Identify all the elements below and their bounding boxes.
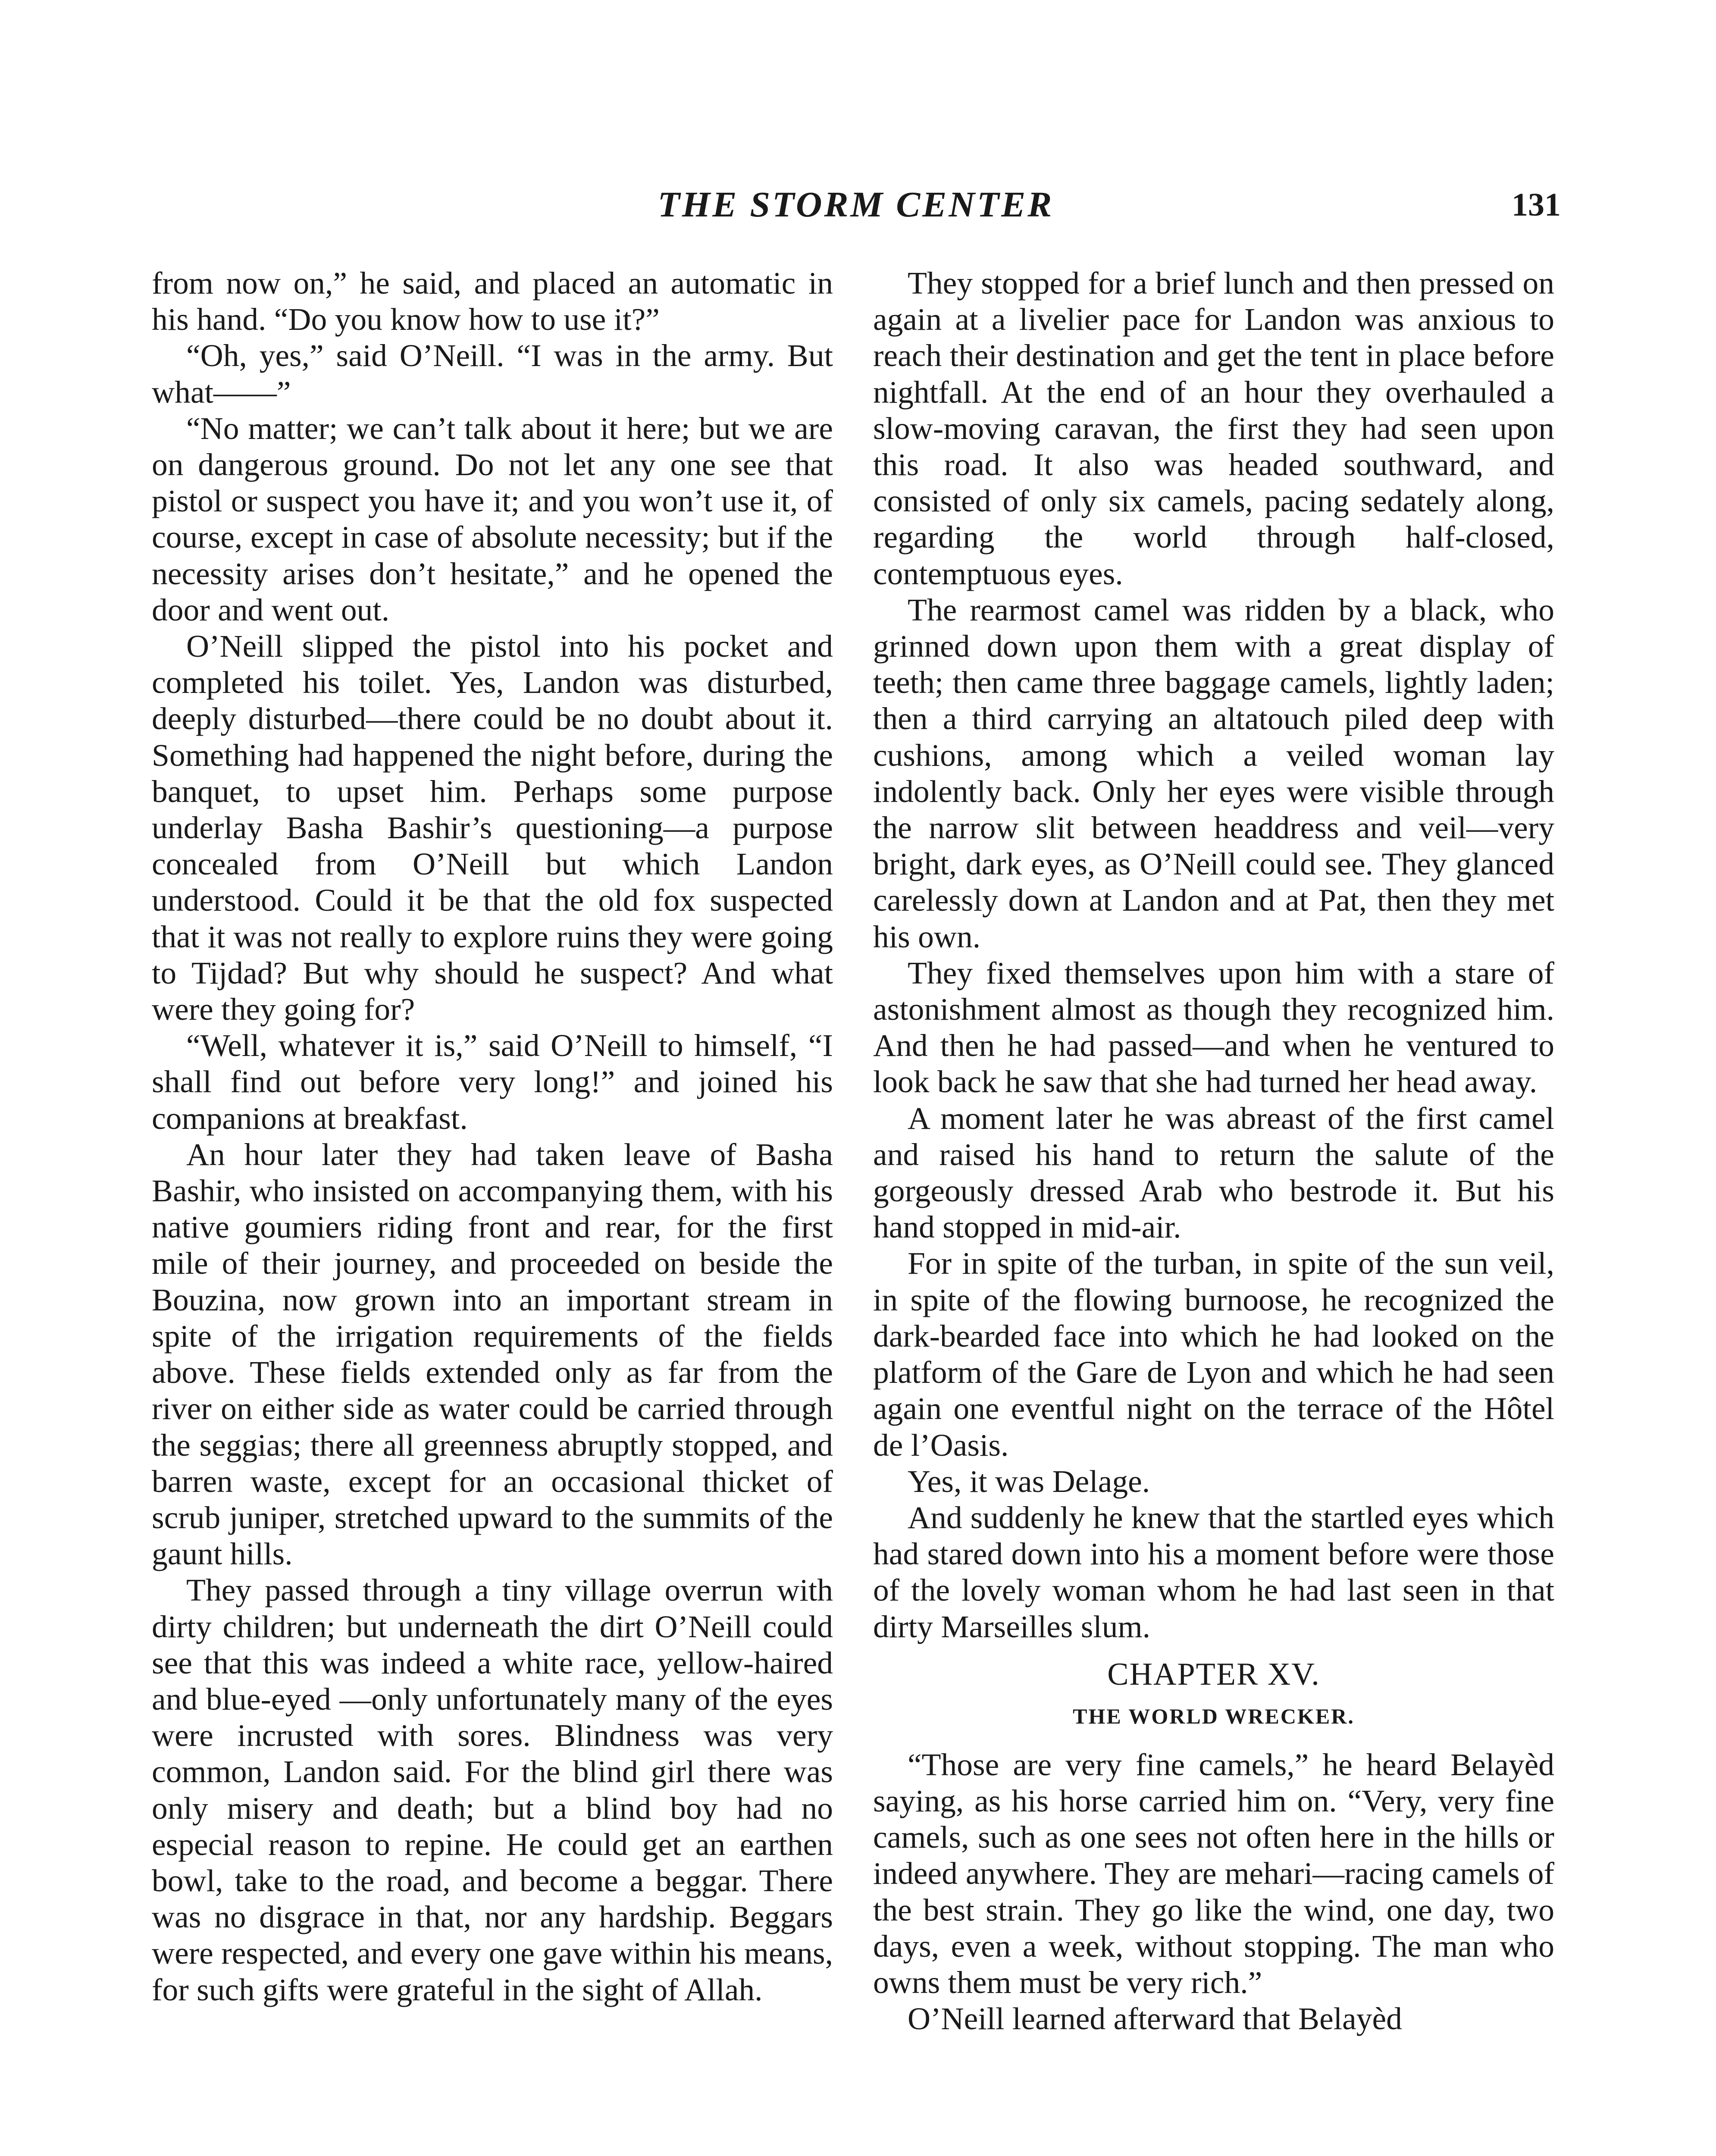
paragraph: from now on,” he said, and placed an automatic in his hand. “Do you know how to use it?” [152, 266, 833, 337]
paragraph: “Those are very fine camels,” he heard Belayèd saying, as his horse carried him on. “Very, very fine camels, such as one sees not often here in the hills or indeed anywhere. They are mehari—racing camels of the best strain. They go like the wind, one day, two days, even a week, without stopping. The man who owns them must be very rich.” [873, 1747, 1554, 2000]
right-column [873, 265, 1554, 2037]
paragraph: O’Neill slipped the pistol into his pocket and completed his toilet. Yes, Landon was disturbed, deeply disturbed—there could be no doubt about it. Something had happened the night before, during the banquet, to upset him. Perhaps some purpose underlay Basha Bashir’s questioning—a purpose concealed from O’Neill but which Landon understood. Could it be that the old fox suspected that it was not really to explore ruins they were going to Tijdad? But why should he suspect? And what were they going for? [152, 629, 833, 1027]
paragraph: A moment later he was abreast of the first camel and raised his hand to return the salute of the gorgeously dressed Arab who bestrode it. But his hand stopped in mid-air. [873, 1100, 1554, 1245]
page-number: 131 [1512, 187, 1561, 223]
paragraph: “Oh, yes,” said O’Neill. “I was in the army. But what——” [152, 338, 833, 410]
paragraph: For in spite of the turban, in spite of the sun veil, in spite of the flowing burnoose, he recognized the dark-bearded face into which he had looked on the platform of the Gare de Lyon and which he had seen again one eventful night on the terrace of the Hôtel de l’Oasis. [873, 1246, 1554, 1463]
paragraph: Yes, it was Delage. [908, 1463, 1150, 1499]
left-column [152, 265, 833, 2008]
running-header [151, 181, 1561, 229]
paragraph: They passed through a tiny village overrun with dirty children; but underneath the dirt O’Neill could see that this was indeed a white race, yellow-haired and blue-eyed —only unfortunately many of the eyes were incrusted with sores. Blindness was very common, Landon said. For the blind girl there was only misery and death; but a blind boy had no especial reason to repine. He could get an earthen bowl, take to the road, and become a beggar. There was no disgrace in that, nor any hardship. Beggars were respected, and every one gave within his means, for such gifts were grateful in the sight of Allah. [152, 1573, 833, 2007]
running-title: THE STORM CENTER [658, 185, 1054, 225]
paragraph: The rearmost camel was ridden by a black, who grinned down upon them with a great display of teeth; then came three baggage camels, lightly laden; then a third carrying an altatouch piled deep with cushions, among which a veiled woman lay indolently back. Only her eyes were visible through the narrow slit between headdress and veil—very bright, dark eyes, as O’Neill could see. They glanced carelessly down at Landon and at Pat, then they met his own. [873, 592, 1554, 954]
paragraph: They fixed themselves upon him with a stare of astonishment almost as though they recognized him. And then he had passed—and when he ventured to look back he saw that she had turned her head away. [873, 955, 1554, 1100]
paragraph: “No matter; we can’t talk about it here; but we are on dangerous ground. Do not let any one see that pistol or suspect you have it; and you won’t use it, of course, except in case of absolute necessity; but if the necessity arises don’t hesitate,” and he opened the door and went out. [152, 411, 833, 627]
paragraph: And suddenly he knew that the startled eyes which had stared down into his a moment before were those of the lovely woman whom he had last seen in that dirty Marseilles slum. [873, 1500, 1554, 1644]
chapter-number: CHAPTER XV. [1107, 1656, 1320, 1692]
paragraph: An hour later they had taken leave of Basha Bashir, who insisted on accompanying them, with his native goumiers riding front and rear, for the first mile of their journey, and proceeded on beside the Bouzina, now grown into an important stream in spite of the irrigation requirements of the fields above. These fields extended only as far from the river on either side as water could be carried through the seggias; there all greenness abruptly stopped, and barren waste, except for an occasional thicket of scrub juniper, stretched upward to the summits of the gaunt hills. [152, 1137, 833, 1572]
paragraph: O’Neill learned afterward that Belayèd [908, 2001, 1402, 2037]
paragraph: “Well, whatever it is,” said O’Neill to himself, “I shall find out before very long!” and joined his companions at breakfast. [152, 1028, 833, 1136]
paragraph: They stopped for a brief lunch and then pressed on again at a livelier pace for Landon was anxious to reach their destination and get the tent in place before nightfall. At the end of an hour they overhauled a slow-moving caravan, the first they had seen upon this road. It also was headed southward, and consisted of only six camels, pacing sedately along, regarding the world through half-closed, contemptuous eyes. [873, 266, 1554, 591]
chapter-title: THE WORLD WRECKER. [1073, 1704, 1355, 1728]
